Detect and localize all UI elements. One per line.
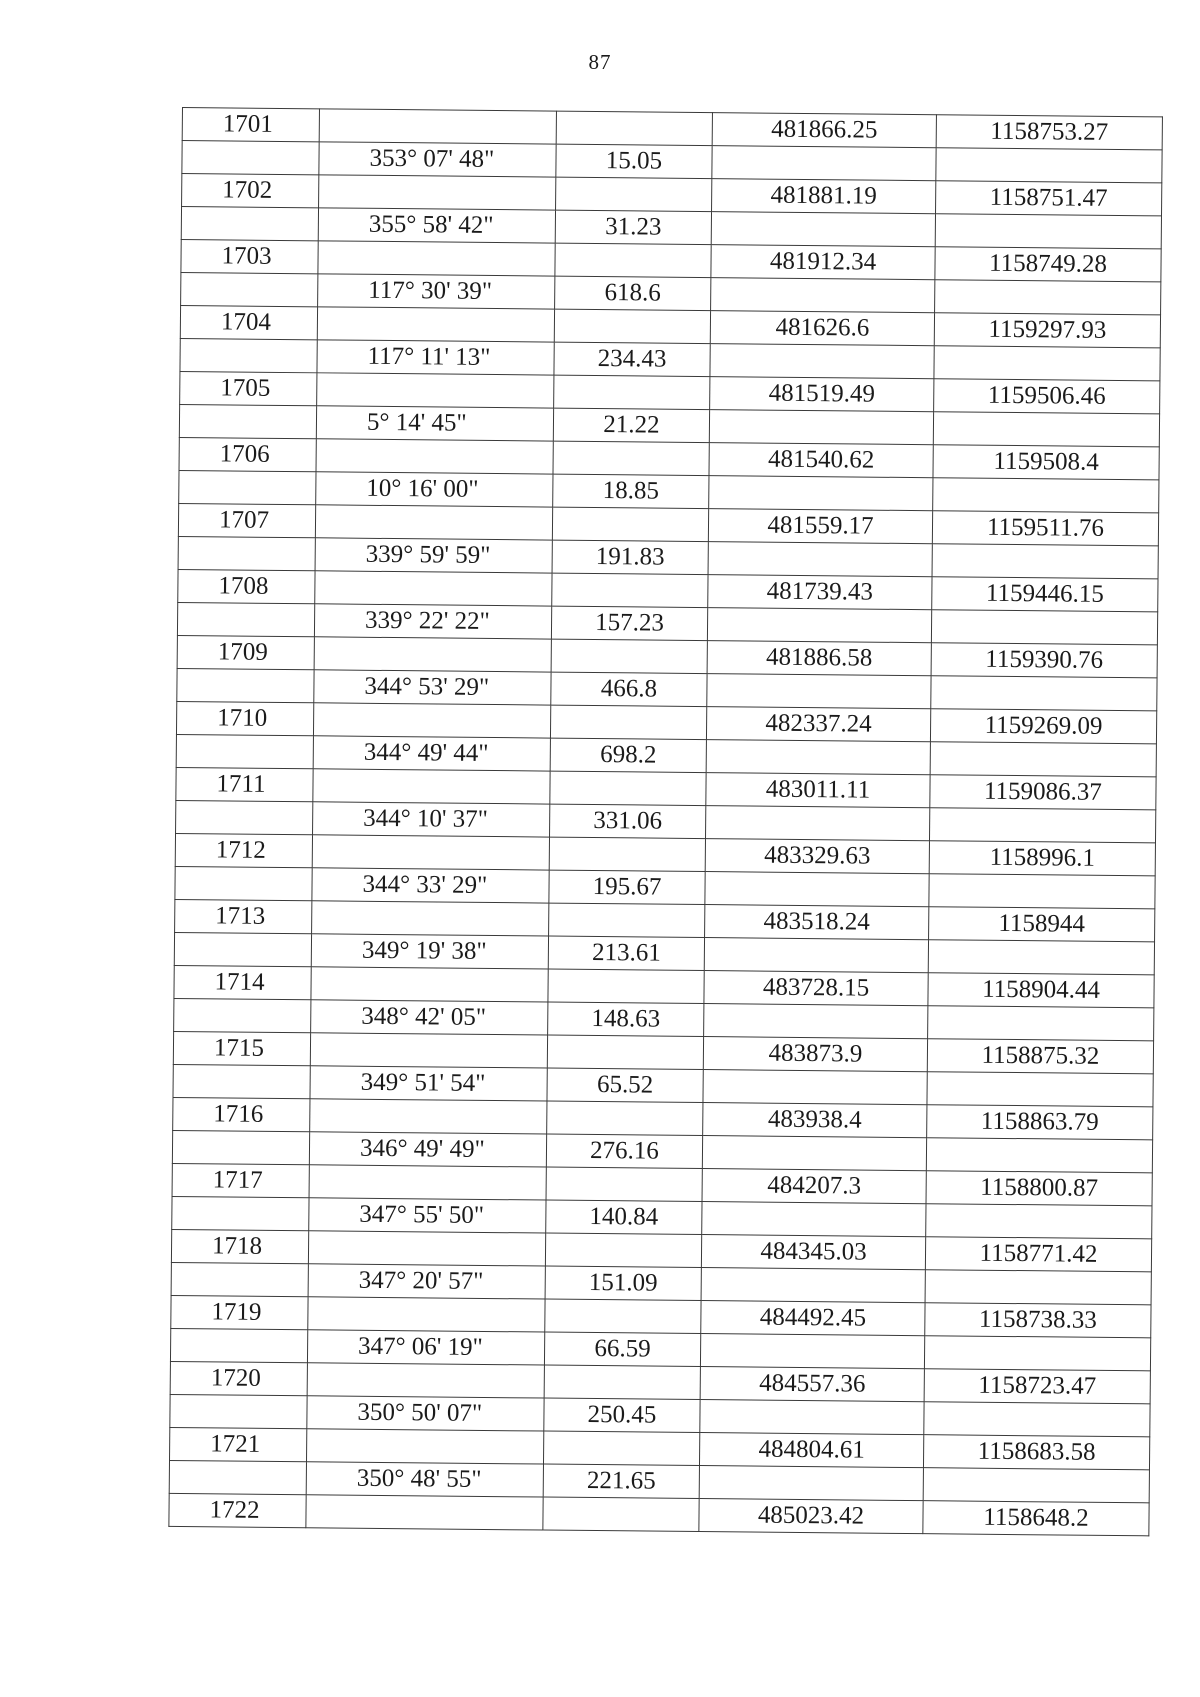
empty-cell xyxy=(926,1138,1152,1173)
easting-cell: 1158738.33 xyxy=(925,1303,1151,1338)
easting-cell: 1158771.42 xyxy=(925,1237,1151,1272)
easting-cell: 1158800.87 xyxy=(926,1171,1152,1206)
bearing-cell: 117° 30' 39" xyxy=(318,274,555,309)
point-cell: 1709 xyxy=(177,635,314,669)
empty-cell xyxy=(931,610,1157,645)
empty-cell xyxy=(553,441,709,475)
empty-cell xyxy=(316,439,553,474)
northing-cell: 483518.24 xyxy=(705,905,929,940)
easting-cell: 1158648.2 xyxy=(923,1501,1149,1536)
empty-cell xyxy=(314,637,551,672)
empty-cell xyxy=(544,1365,700,1399)
bearing-cell: 347° 20' 57" xyxy=(308,1264,545,1299)
northing-cell: 483011.11 xyxy=(706,773,930,808)
empty-cell xyxy=(174,932,311,966)
distance-cell: 148.63 xyxy=(548,1002,704,1036)
empty-cell xyxy=(550,705,706,739)
empty-cell xyxy=(172,1196,309,1230)
easting-cell: 1158749.28 xyxy=(935,247,1161,282)
bearing-cell: 350° 50' 07" xyxy=(307,1396,544,1431)
easting-cell: 1158944 xyxy=(929,907,1155,942)
empty-cell xyxy=(547,1035,703,1069)
bearing-cell: 339° 59' 59" xyxy=(315,538,552,573)
empty-cell xyxy=(934,346,1160,381)
easting-cell: 1158863.79 xyxy=(927,1105,1153,1140)
empty-cell xyxy=(703,1070,927,1105)
empty-cell xyxy=(319,175,556,210)
northing-cell: 481519.49 xyxy=(710,377,934,412)
empty-cell xyxy=(928,940,1154,975)
point-cell: 1719 xyxy=(171,1295,308,1329)
empty-cell xyxy=(927,1072,1153,1107)
northing-cell: 484557.36 xyxy=(700,1367,924,1402)
point-cell: 1714 xyxy=(174,965,311,999)
empty-cell xyxy=(319,109,556,144)
bearing-cell: 344° 10' 37" xyxy=(313,802,550,837)
distance-cell: 157.23 xyxy=(551,606,707,640)
empty-cell xyxy=(556,177,712,211)
empty-cell xyxy=(317,307,554,342)
empty-cell xyxy=(312,901,549,936)
empty-cell xyxy=(549,903,705,937)
empty-cell xyxy=(711,278,935,313)
point-cell: 1703 xyxy=(181,239,318,273)
point-cell: 1710 xyxy=(176,701,313,735)
empty-cell xyxy=(308,1231,545,1266)
empty-cell xyxy=(935,280,1161,315)
empty-cell xyxy=(177,668,314,702)
easting-cell: 1159508.4 xyxy=(933,445,1159,480)
easting-cell: 1159506.46 xyxy=(934,379,1160,414)
empty-cell xyxy=(312,835,549,870)
northing-cell: 481881.19 xyxy=(712,179,936,214)
northing-cell: 481540.62 xyxy=(709,443,933,478)
empty-cell xyxy=(549,837,705,871)
empty-cell xyxy=(546,1167,702,1201)
point-cell: 1717 xyxy=(172,1163,309,1197)
empty-cell xyxy=(548,969,704,1003)
empty-cell xyxy=(181,207,318,241)
empty-cell xyxy=(551,639,707,673)
empty-cell xyxy=(929,808,1155,843)
empty-cell xyxy=(701,1268,925,1303)
distance-cell: 66.59 xyxy=(544,1332,700,1366)
empty-cell xyxy=(315,505,552,540)
northing-cell: 481626.6 xyxy=(710,311,934,346)
empty-cell xyxy=(709,410,933,445)
empty-cell xyxy=(179,470,316,504)
point-cell: 1705 xyxy=(180,371,317,405)
bearing-cell: 10° 16' 00" xyxy=(316,472,553,507)
empty-cell xyxy=(176,734,313,768)
distance-cell: 65.52 xyxy=(547,1068,703,1102)
empty-cell xyxy=(707,608,931,643)
empty-cell xyxy=(705,872,929,907)
empty-cell xyxy=(711,212,935,247)
easting-cell: 1158904.44 xyxy=(928,973,1154,1008)
northing-cell: 483728.15 xyxy=(704,971,928,1006)
empty-cell xyxy=(169,1460,306,1494)
bearing-cell: 339° 22' 22" xyxy=(314,604,551,639)
empty-cell xyxy=(173,1064,310,1098)
empty-cell xyxy=(545,1233,701,1267)
point-cell: 1708 xyxy=(178,569,315,603)
empty-cell xyxy=(712,146,936,181)
empty-cell xyxy=(543,1497,699,1531)
point-cell: 1718 xyxy=(171,1229,308,1263)
empty-cell xyxy=(171,1262,308,1296)
distance-cell: 618.6 xyxy=(555,276,711,310)
empty-cell xyxy=(702,1202,926,1237)
empty-cell xyxy=(925,1270,1151,1305)
distance-cell: 466.8 xyxy=(551,672,707,706)
empty-cell xyxy=(552,507,708,541)
empty-cell xyxy=(933,412,1159,447)
easting-cell: 1159446.15 xyxy=(932,577,1158,612)
northing-cell: 484492.45 xyxy=(701,1301,925,1336)
distance-cell: 151.09 xyxy=(545,1266,701,1300)
empty-cell xyxy=(926,1204,1152,1239)
distance-cell: 140.84 xyxy=(546,1200,702,1234)
point-cell: 1715 xyxy=(173,1031,310,1065)
empty-cell xyxy=(545,1299,701,1333)
distance-cell: 250.45 xyxy=(544,1398,700,1432)
empty-cell xyxy=(936,148,1162,183)
bearing-cell: 348° 42' 05" xyxy=(311,1000,548,1035)
easting-cell: 1158683.58 xyxy=(923,1435,1149,1470)
page-number: 87 xyxy=(588,50,612,74)
empty-cell xyxy=(930,742,1156,777)
point-cell: 1721 xyxy=(170,1427,307,1461)
empty-cell xyxy=(554,309,710,343)
easting-cell: 1159511.76 xyxy=(932,511,1158,546)
bearing-cell: 344° 49' 44" xyxy=(313,736,550,771)
northing-cell: 483329.63 xyxy=(705,839,929,874)
empty-cell xyxy=(702,1136,926,1171)
point-cell: 1722 xyxy=(169,1493,306,1527)
empty-cell xyxy=(174,998,311,1032)
empty-cell xyxy=(315,571,552,606)
empty-cell xyxy=(706,740,930,775)
empty-cell xyxy=(317,373,554,408)
empty-cell xyxy=(310,1099,547,1134)
empty-cell xyxy=(309,1165,546,1200)
northing-cell: 483873.9 xyxy=(703,1037,927,1072)
empty-cell xyxy=(318,241,555,276)
empty-cell xyxy=(178,536,315,570)
empty-cell xyxy=(704,1004,928,1039)
bearing-cell: 347° 55' 50" xyxy=(309,1198,546,1233)
distance-cell: 213.61 xyxy=(548,936,704,970)
bearing-cell: 350° 48' 55" xyxy=(306,1462,543,1497)
distance-cell: 234.43 xyxy=(554,342,710,376)
empty-cell xyxy=(547,1101,703,1135)
northing-cell: 481912.34 xyxy=(711,245,935,280)
point-cell: 1704 xyxy=(180,305,317,339)
distance-cell: 195.67 xyxy=(549,870,705,904)
distance-cell: 221.65 xyxy=(543,1464,699,1498)
northing-cell: 481886.58 xyxy=(707,641,931,676)
northing-cell: 481866.25 xyxy=(712,113,936,148)
empty-cell xyxy=(704,938,928,973)
easting-cell: 1159269.09 xyxy=(930,709,1156,744)
point-cell: 1707 xyxy=(178,503,315,537)
distance-cell: 18.85 xyxy=(553,474,709,508)
empty-cell xyxy=(179,404,316,438)
traverse-table-body xyxy=(169,108,1163,1536)
bearing-cell: 355° 58' 42" xyxy=(318,208,555,243)
easting-cell: 1159086.37 xyxy=(930,775,1156,810)
distance-cell: 21.22 xyxy=(553,408,709,442)
empty-cell xyxy=(182,141,319,175)
northing-cell: 483938.4 xyxy=(703,1103,927,1138)
empty-cell xyxy=(307,1429,544,1464)
empty-cell xyxy=(176,800,313,834)
point-cell: 1706 xyxy=(179,437,316,471)
northing-cell: 484804.61 xyxy=(699,1433,923,1468)
empty-cell xyxy=(708,542,932,577)
empty-cell xyxy=(700,1400,924,1435)
northing-cell: 484345.03 xyxy=(701,1235,925,1270)
distance-cell: 15.05 xyxy=(556,144,712,178)
empty-cell xyxy=(181,272,318,306)
traverse-table xyxy=(168,107,1163,1536)
bearing-cell: 344° 53' 29" xyxy=(314,670,551,705)
bearing-cell: 5° 14' 45" xyxy=(316,406,553,441)
distance-cell: 331.06 xyxy=(550,804,706,838)
bearing-cell: 349° 51' 54" xyxy=(310,1066,547,1101)
empty-cell xyxy=(710,344,934,379)
point-cell: 1712 xyxy=(175,833,312,867)
empty-cell xyxy=(313,703,550,738)
easting-cell: 1158875.32 xyxy=(927,1039,1153,1074)
northing-cell: 484207.3 xyxy=(702,1169,926,1204)
empty-cell xyxy=(175,866,312,900)
distance-cell: 276.16 xyxy=(546,1134,702,1168)
easting-cell: 1159390.76 xyxy=(931,643,1157,678)
distance-cell: 191.83 xyxy=(552,540,708,574)
empty-cell xyxy=(308,1297,545,1332)
empty-cell xyxy=(180,338,317,372)
empty-cell xyxy=(311,967,548,1002)
empty-cell xyxy=(554,375,710,409)
empty-cell xyxy=(931,676,1157,711)
empty-cell xyxy=(700,1334,924,1369)
distance-cell: 31.23 xyxy=(555,210,711,244)
point-cell: 1702 xyxy=(182,174,319,208)
easting-cell: 1158996.1 xyxy=(929,841,1155,876)
northing-cell: 481739.43 xyxy=(708,575,932,610)
point-cell: 1720 xyxy=(170,1361,307,1395)
bearing-cell: 344° 33' 29" xyxy=(312,868,549,903)
empty-cell xyxy=(552,573,708,607)
bearing-cell: 117° 11' 13" xyxy=(317,340,554,375)
bearing-cell: 347° 06' 19" xyxy=(307,1330,544,1365)
easting-cell: 1158753.27 xyxy=(936,115,1162,150)
point-cell: 1701 xyxy=(182,108,319,142)
easting-cell: 1158723.47 xyxy=(924,1369,1150,1404)
bearing-cell: 346° 49' 49" xyxy=(309,1132,546,1167)
empty-cell xyxy=(935,214,1161,249)
empty-cell xyxy=(556,111,712,145)
empty-cell xyxy=(550,771,706,805)
empty-cell xyxy=(932,544,1158,579)
bearing-cell: 349° 19' 38" xyxy=(311,934,548,969)
empty-cell xyxy=(170,1394,307,1428)
empty-cell xyxy=(555,243,711,277)
easting-cell: 1159297.93 xyxy=(934,313,1160,348)
northing-cell: 482337.24 xyxy=(706,707,930,742)
northing-cell: 481559.17 xyxy=(708,509,932,544)
distance-cell: 698.2 xyxy=(550,738,706,772)
empty-cell xyxy=(924,1402,1150,1437)
bearing-cell: 353° 07' 48" xyxy=(319,142,556,177)
empty-cell xyxy=(709,476,933,511)
northing-cell: 485023.42 xyxy=(699,1499,923,1534)
empty-cell xyxy=(543,1431,699,1465)
empty-cell xyxy=(699,1466,923,1501)
empty-cell xyxy=(924,1336,1150,1371)
easting-cell: 1158751.47 xyxy=(936,181,1162,216)
point-cell: 1713 xyxy=(175,899,312,933)
empty-cell xyxy=(313,769,550,804)
empty-cell xyxy=(707,674,931,709)
empty-cell xyxy=(929,874,1155,909)
empty-cell xyxy=(172,1130,309,1164)
empty-cell xyxy=(306,1495,543,1530)
empty-cell xyxy=(933,478,1159,513)
empty-cell xyxy=(307,1363,544,1398)
empty-cell xyxy=(310,1033,547,1068)
point-cell: 1711 xyxy=(176,767,313,801)
point-cell: 1716 xyxy=(173,1097,310,1131)
empty-cell xyxy=(177,602,314,636)
empty-cell xyxy=(928,1006,1154,1041)
empty-cell xyxy=(170,1328,307,1362)
empty-cell xyxy=(923,1468,1149,1503)
empty-cell xyxy=(706,806,930,841)
